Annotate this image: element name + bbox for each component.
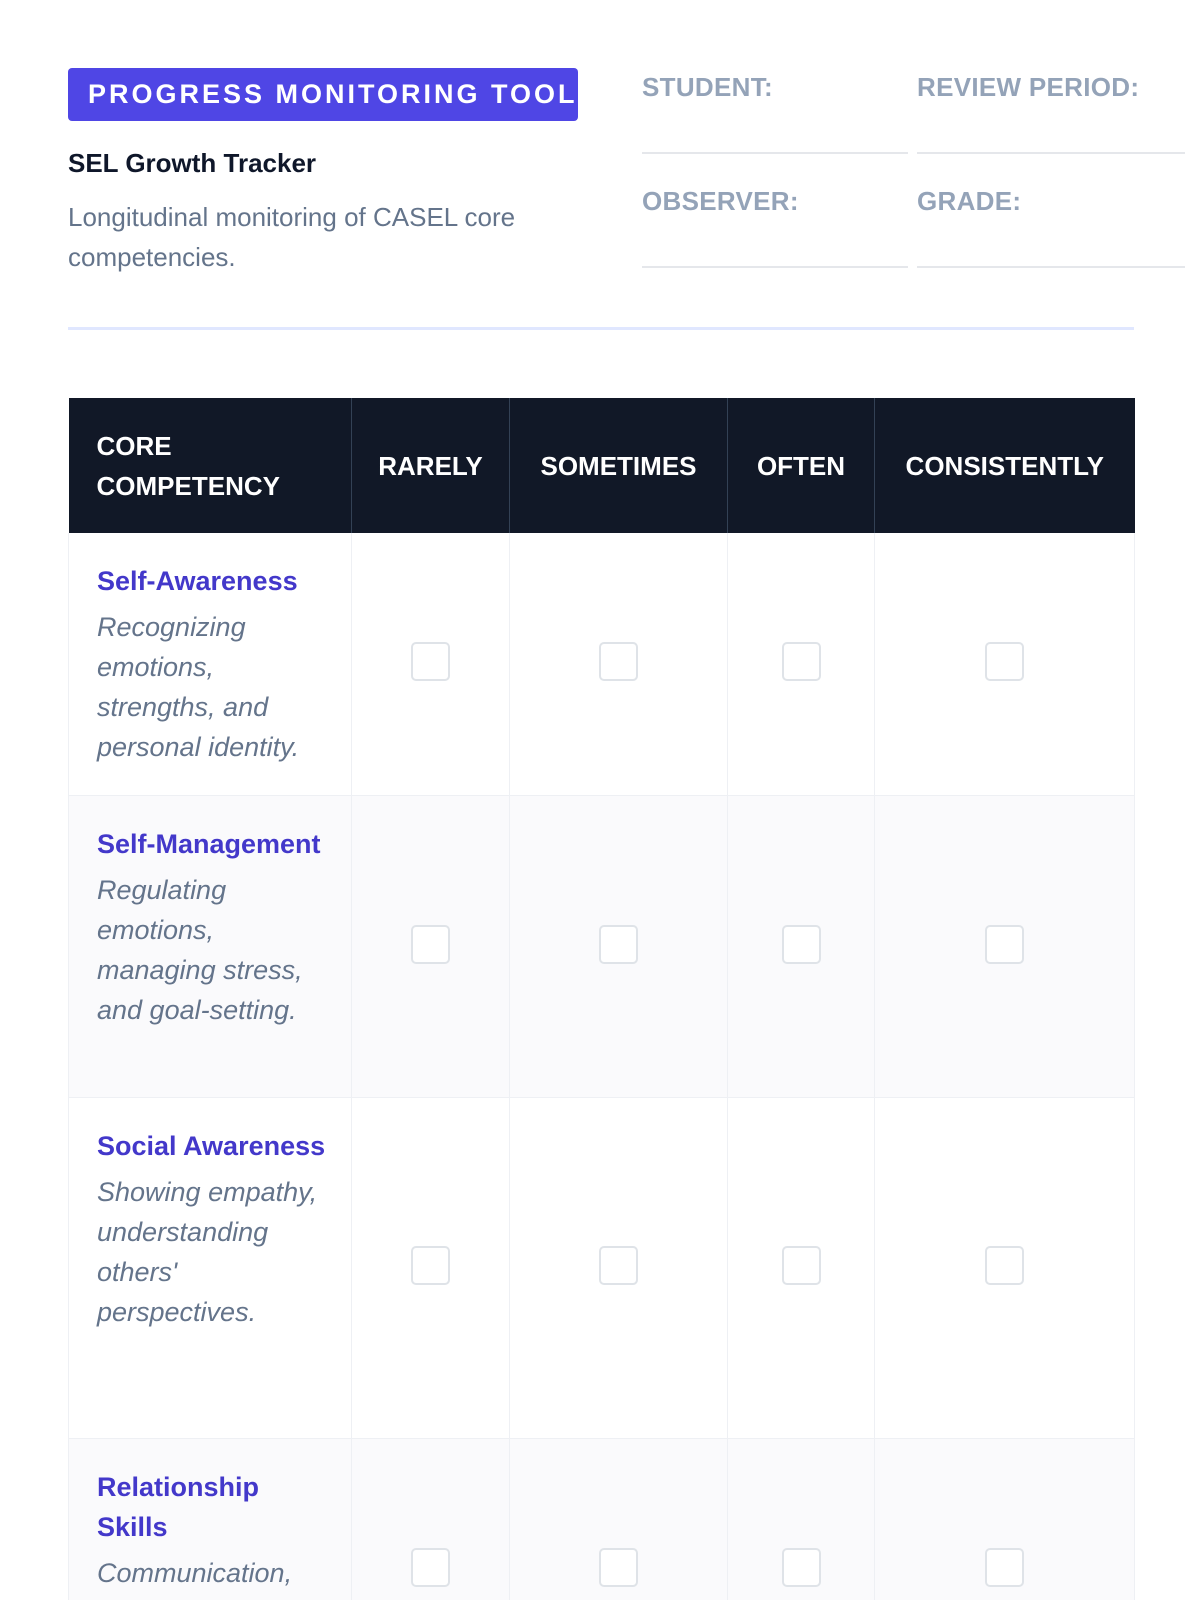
checkbox-consistently[interactable] — [985, 925, 1024, 964]
student-label: STUDENT: — [642, 72, 773, 102]
competency-name: Relationship Skills — [97, 1472, 260, 1542]
checkbox-often[interactable] — [782, 642, 821, 681]
competency-cell — [69, 533, 352, 796]
checkbox-sometimes[interactable] — [599, 642, 638, 681]
student-field[interactable] — [642, 152, 908, 154]
rating-cell-rarely — [352, 1439, 510, 1600]
competency-name: Self-Awareness — [97, 566, 298, 596]
competency-name: Social Awareness — [97, 1131, 326, 1161]
rating-cell-often — [728, 1439, 875, 1600]
rating-cell-consistently — [875, 796, 1135, 1098]
grade-field[interactable] — [917, 266, 1185, 268]
checkbox-rarely[interactable] — [411, 925, 450, 964]
checkbox-sometimes[interactable] — [599, 1548, 638, 1587]
header-often: OFTEN — [728, 398, 875, 533]
page-title: SEL Growth Tracker — [68, 148, 317, 178]
checkbox-often[interactable] — [782, 1246, 821, 1285]
competency-name: Self-Management — [97, 829, 321, 859]
checkbox-often[interactable] — [782, 1548, 821, 1587]
table-row-self-management — [69, 796, 1135, 1098]
checkbox-consistently[interactable] — [985, 642, 1024, 681]
competency-description: Regulating emotions, managing stress, and goal-setting. — [97, 875, 303, 1025]
checkbox-sometimes[interactable] — [599, 1246, 638, 1285]
rating-cell-rarely — [352, 1098, 510, 1439]
rating-cell-consistently — [875, 1098, 1135, 1439]
checkbox-consistently[interactable] — [985, 1548, 1024, 1587]
competency-table — [68, 398, 1135, 1600]
rating-cell-often — [728, 533, 875, 796]
grade-label: GRADE: — [917, 186, 1022, 216]
checkbox-sometimes[interactable] — [599, 925, 638, 964]
table-row-self-awareness — [69, 533, 1135, 796]
rating-cell-sometimes — [510, 1098, 728, 1439]
rating-cell-rarely — [352, 533, 510, 796]
checkbox-rarely[interactable] — [411, 642, 450, 681]
competency-cell — [69, 796, 352, 1098]
competency-cell — [69, 1098, 352, 1439]
rating-cell-consistently — [875, 533, 1135, 796]
header-divider — [68, 327, 1134, 330]
rating-cell-rarely — [352, 796, 510, 1098]
rating-cell-often — [728, 1098, 875, 1439]
page-subtitle: Longitudinal monitoring of CASEL core competencies. — [68, 202, 516, 272]
table-row-social-awareness — [69, 1098, 1135, 1439]
competency-description: Recognizing emotions, strengths, and personal identity. — [97, 612, 300, 762]
checkbox-often[interactable] — [782, 925, 821, 964]
table-row-relationship-skills — [69, 1439, 1135, 1600]
checkbox-rarely[interactable] — [411, 1246, 450, 1285]
review-period-label: REVIEW PERIOD: — [917, 72, 1140, 102]
review-period-field[interactable] — [917, 152, 1185, 154]
rating-cell-sometimes — [510, 796, 728, 1098]
competency-description: Communication, — [97, 1558, 293, 1588]
header-sometimes: SOMETIMES — [510, 398, 728, 533]
checkbox-consistently[interactable] — [985, 1246, 1024, 1285]
header-core-competency: CORE COMPETENCY — [69, 398, 352, 533]
rating-cell-often — [728, 796, 875, 1098]
header-rarely: RARELY — [352, 398, 510, 533]
tool-badge: PROGRESS MONITORING TOOL — [68, 68, 578, 121]
rating-cell-sometimes — [510, 1439, 728, 1600]
rating-cell-consistently — [875, 1439, 1135, 1600]
table-header-row — [69, 398, 1135, 533]
checkbox-rarely[interactable] — [411, 1548, 450, 1587]
rating-cell-sometimes — [510, 533, 728, 796]
observer-field[interactable] — [642, 266, 908, 268]
competency-cell — [69, 1439, 352, 1600]
competency-description: Showing empathy, understanding others' perspectives. — [97, 1177, 318, 1327]
header-consistently: CONSISTENTLY — [875, 398, 1135, 533]
observer-label: OBSERVER: — [642, 186, 799, 216]
